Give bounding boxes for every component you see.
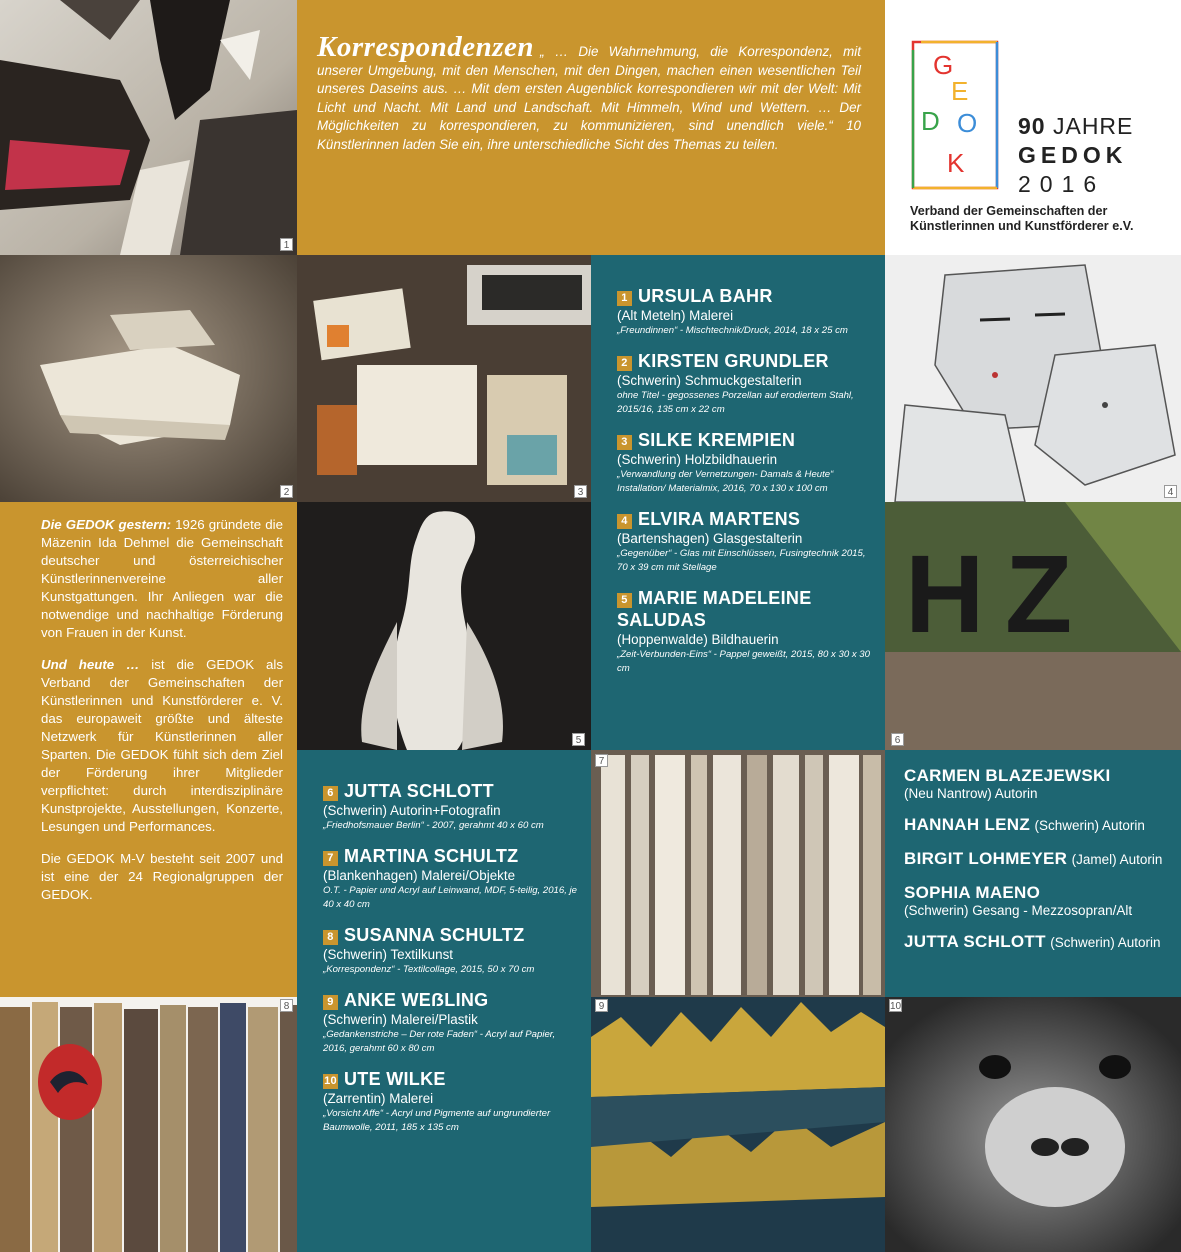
svg-text:D: D (921, 106, 940, 136)
logo-years: 90 (1018, 113, 1046, 139)
artist-entry-6: 6 JUTTA SCHLOTT (Schwerin) Autorin+Fotografin „Friedhofsmauer Berlin“ - 2007, gerahmt 40 x 60 cm (323, 781, 544, 831)
artist-entry-9: 9 ANKE WEẞLING (Schwerin) Malerei/Plastik „Gedankenstriche – Der rote Faden“ - Acryl auf Papier, 2016, gerahmt 60 x 80 cm (323, 990, 556, 1054)
logo-year: 2016 (1018, 171, 1106, 197)
svg-text:H: H (905, 533, 985, 656)
author-hannah-lenz: HANNAH LENZ (Schwerin) Autorin (904, 815, 1145, 834)
intro-heading: Korrespondenzen (317, 31, 534, 63)
logo-subtitle: Verband der Gemeinschaften der Künstlerinnen und Kunstförderer e.V. (910, 204, 1134, 233)
image-number-2: 2 (280, 485, 293, 498)
image-number-8: 8 (280, 999, 293, 1012)
artist-entry-7: 7 MARTINA SCHULTZ (Blankenhagen) Malerei/Objekte O.T. - Papier und Acryl auf Leinwand, MDF, 5-teilig, 2016, je 40 x 40 cm (323, 846, 578, 910)
artist-entry-5: 5 MARIE MADELEINE SALUDAS (Hoppenwalde) Bildhauerin „Zeit-Verbunden-Eins“ - Pappel geweißt, 2015, 80 x 30 x 30 cm (617, 588, 870, 674)
image-number-5: 5 (572, 733, 585, 746)
artist-entry-2: 2 KIRSTEN GRUNDLER (Schwerin) Schmuckgestalterin ohne Titel - gegossenes Porzellan auf erodiertem Stahl, 2015/16, 135 cm x 22 cm (617, 351, 854, 415)
gedok-mv-text: Die GEDOK M-V besteht seit 2007 und ist eine der 24 Regionalgruppen der GEDOK. (41, 851, 283, 902)
artist-entry-1: 1 URSULA BAHR (Alt Meteln) Malerei „Freundinnen“ - Mischtechnik/Druck, 2014, 18 x 25 cm (617, 286, 848, 336)
gedok-history-panel (0, 502, 297, 997)
artist-entry-10: 10 UTE WILKE (Zarrentin) Malerei „Vorsicht Affe“ - Acryl und Pigmente auf ungrundierter Baumwolle, 2011, 185 x 135 cm (323, 1069, 551, 1133)
image-number-3: 3 (574, 485, 587, 498)
logo-panel (885, 0, 1181, 255)
artwork-image-6 (885, 502, 1181, 750)
logo-jahre: JAHRE (1052, 113, 1134, 139)
logo-gedok: GEDOK (1018, 142, 1128, 168)
artwork-image-4 (885, 255, 1181, 502)
artist-entry-3: 3 SILKE KREMPIEN (Schwerin) Holzbildhauerin „Verwandlung der Vernetzungen- Damals & Heute“ Installation/ Materialmix, 2016, 70 x 130 x 100 cm (617, 430, 834, 494)
artist-list-6-10 (297, 750, 591, 1252)
gedok-gestern-text: 1926 gründete die Mäzenin Ida Dehmel die Gemeinschaft deutscher und österreichischer Künstlerinnenvereine aller Kunstgattungen. Ihr Anliegen war die notwendige und nachhaltige Förderung von Frauen in der Kunst. (41, 517, 283, 640)
artist-entry-4: 4 ELVIRA MARTENS (Bartenshagen) Glasgestalterin „Gegenüber“ - Glas mit Einschlüssen, Fusingtechnik 2015, 70 x 39 cm mit Stellage (617, 509, 866, 573)
image-number-9: 9 (595, 999, 608, 1012)
author-jutta-schlott: JUTTA SCHLOTT (Schwerin) Autorin (904, 932, 1161, 951)
artwork-image-2 (0, 255, 297, 502)
intro-text: „ … Die Wahrnehmung, die Korrespondenz, mit unserer Umgebung, mit den Menschen, mit den Dingen, machen einen wesentlichen Teil unseres Daseins aus. … Mit dem ersten Augenblick korrespondieren wir mit der Welt: Mit Licht und Nacht. Mit Land und Landschaft. Mit Himmeln, Wind und Wettern. … Der Möglichkeiten zu korrespondieren, zu kommunizieren, sind unendlich viele.“ 10 Künstlerinnen laden Sie ein, ihre unterschiedliche Sicht des Themas zu teilen. (317, 44, 861, 152)
svg-text:O: O (957, 108, 978, 138)
gedok-logo-icon (911, 40, 999, 190)
artwork-image-10 (885, 997, 1181, 1252)
gedok-heute-lead: Und heute … (41, 657, 140, 672)
image-number-4: 4 (1164, 485, 1177, 498)
artist-entry-8: 8 SUSANNA SCHULTZ (Schwerin) Textilkunst „Korrespondenz“ - Textilcollage, 2015, 50 x 70 cm (323, 925, 535, 975)
svg-text:K: K (947, 148, 965, 178)
author-carmen-blazejewski: CARMEN BLAZEJEWSKI (Neu Nantrow) Autorin (904, 766, 1111, 801)
artwork-image-1 (0, 0, 297, 255)
svg-text:Z: Z (1005, 533, 1073, 656)
logo-title (1018, 112, 1133, 199)
intro-panel (297, 0, 885, 255)
artwork-image-8 (0, 997, 297, 1252)
image-number-10: 10 (890, 1001, 902, 1012)
author-birgit-lohmeyer: BIRGIT LOHMEYER (Jamel) Autorin (904, 849, 1163, 868)
authors-panel (885, 750, 1181, 997)
author-sophia-maeno: SOPHIA MAENO (Schwerin) Gesang - Mezzosopran/Alt (904, 883, 1133, 918)
artwork-image-3 (297, 255, 591, 502)
image-number-6: 6 (891, 733, 904, 746)
image-number-1: 1 (280, 238, 293, 251)
artwork-image-7 (591, 750, 885, 997)
artwork-image-9 (591, 997, 885, 1252)
image-number-7: 7 (595, 754, 608, 767)
svg-text:E: E (951, 76, 969, 106)
gedok-heute-text: ist die GEDOK als Verband der Gemeinschaften der Künstlerinnen und Kunstförderer e. V. das europaweit größte und älteste Netzwerk für Künstlerinnen aller Sparten. Die GEDOK fühlt sich dem Ziel der Förderung ihrer Mitglieder verpflichtet: durch interdisziplinäre Kunstprojekte, Ausstellungen, Konzerte, Lesungen und Performances. (41, 657, 284, 834)
artwork-image-5 (297, 502, 591, 750)
artist-list-1-5 (591, 255, 885, 750)
gedok-gestern-lead: Die GEDOK gestern: (41, 517, 172, 532)
svg-text:G: G (933, 50, 954, 80)
